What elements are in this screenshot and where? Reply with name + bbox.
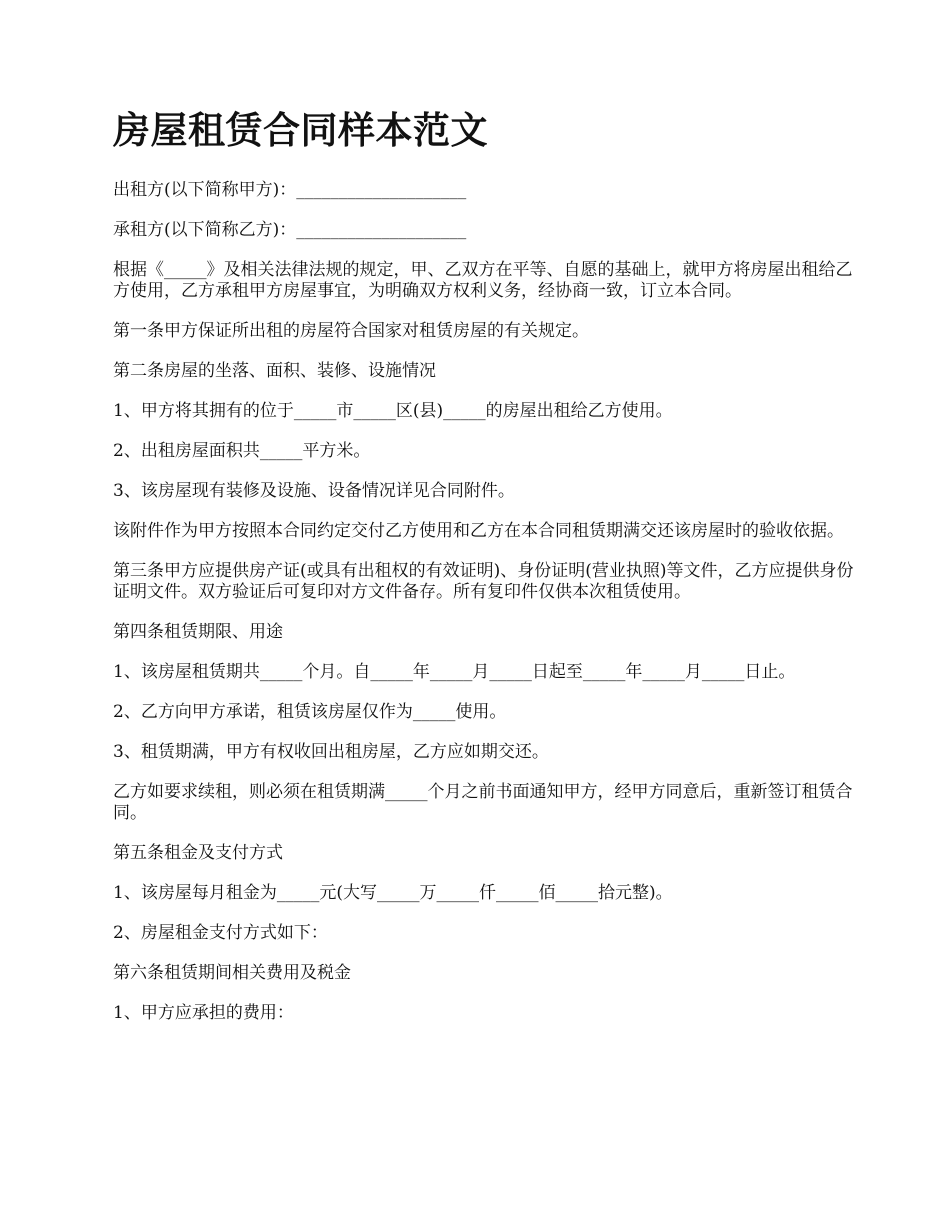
article-5-item-1: 1、该房屋每月租金为_____元(大写_____万_____仟_____佰_____拾元整)。 — [113, 883, 673, 904]
lessee-line: 承租方(以下简称乙方)：____________________ — [113, 220, 467, 241]
article-2-heading: 第二条房屋的坐落、面积、装修、设施情况 — [113, 361, 436, 382]
article-2-item-3: 3、该房屋现有装修及设施、设备情况详见合同附件。 — [113, 481, 515, 502]
article-5-heading: 第五条租金及支付方式 — [113, 843, 283, 864]
article-6-item-1: 1、甲方应承担的费用： — [113, 1003, 294, 1024]
article-3: 第三条甲方应提供房产证(或具有出租权的有效证明)、身份证明(营业执照)等文件，乙方应提供身份证明文件。双方验证后可复印对方文件备存。所有复印件仅供本次租赁使用。 — [113, 561, 854, 603]
preamble-paragraph: 根据《_____》及相关法律法规的规定，甲、乙双方在平等、自愿的基础上，就甲方将房屋出租给乙方使用，乙方承租甲方房屋事宜，为明确双方权利义务，经协商一致，订立本合同。 — [113, 260, 853, 302]
article-2-item-2: 2、出租房屋面积共_____平方米。 — [113, 441, 371, 462]
article-6-heading: 第六条租赁期间相关费用及税金 — [113, 963, 351, 984]
lessor-line: 出租方(以下简称甲方)：____________________ — [113, 180, 467, 201]
document-title: 房屋租赁合同样本范文 — [113, 108, 488, 152]
article-4-item-3: 3、租赁期满，甲方有权收回出租房屋，乙方应如期交还。 — [113, 742, 549, 763]
attachment-note: 该附件作为甲方按照本合同约定交付乙方使用和乙方在本合同租赁期满交还该房屋时的验收依据。 — [113, 521, 844, 542]
article-5-item-2: 2、房屋租金支付方式如下： — [113, 923, 328, 944]
article-4-heading: 第四条租赁期限、用途 — [113, 622, 283, 643]
article-2-item-1: 1、甲方将其拥有的位于_____市_____区(县)_____的房屋出租给乙方使用。 — [113, 401, 673, 422]
renewal-note: 乙方如要求续租，则必须在租赁期满_____个月之前书面通知甲方，经甲方同意后，重新签订租赁合同。 — [113, 782, 853, 824]
article-4-item-1: 1、该房屋租赁期共_____个月。自_____年_____月_____日起至_____年_____月_____日止。 — [113, 662, 796, 683]
article-1: 第一条甲方保证所出租的房屋符合国家对租赁房屋的有关规定。 — [113, 321, 589, 342]
article-4-item-2: 2、乙方向甲方承诺，租赁该房屋仅作为_____使用。 — [113, 702, 507, 723]
